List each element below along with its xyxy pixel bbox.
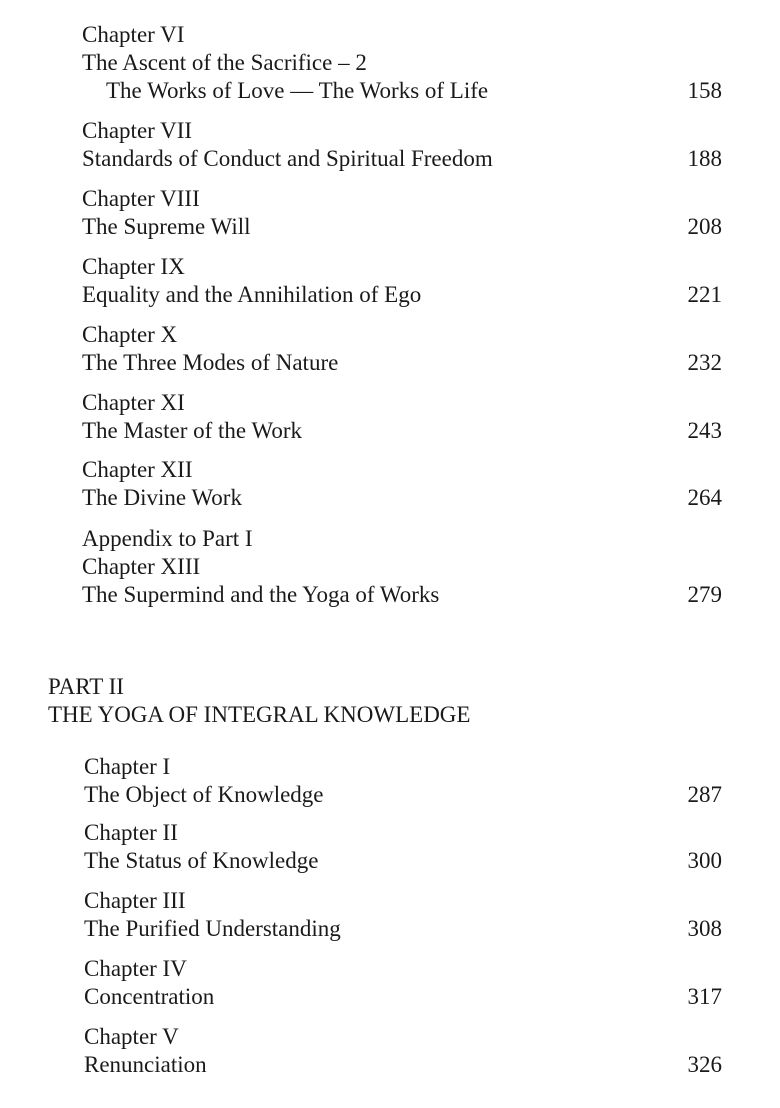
toc-entry [84,1023,722,1079]
page-number: 264 [687,485,722,510]
chapter-label: Chapter XII [82,457,193,482]
chapter-title: The Master of the Work [82,418,302,443]
chapter-label: Chapter XIII [82,554,201,579]
page-number: 188 [687,146,722,171]
page-number: 308 [687,916,722,941]
page-number: 287 [687,782,722,807]
chapter-label: Chapter XI [82,390,185,415]
chapter-label: Chapter IV [84,956,187,981]
page-number: 279 [687,582,722,607]
part-title: THE YOGA OF INTEGRAL KNOWLEDGE [48,702,471,727]
page-number: 326 [687,1052,722,1077]
chapter-title: Equality and the Annihilation of Ego [82,282,422,307]
page-number: 317 [687,984,722,1009]
chapter-title: The Supermind and the Yoga of Works [82,582,440,607]
toc-entry [82,456,722,512]
page-number: 221 [687,282,722,307]
chapter-title: The Purified Understanding [84,916,341,941]
page-number: 300 [687,848,722,873]
chapter-title: The Divine Work [82,485,242,510]
page-number: 243 [687,418,722,443]
part-heading [48,673,470,729]
chapter-label: Chapter X [82,322,178,347]
chapter-title: The Ascent of the Sacrifice – 2 [82,50,367,75]
toc-entry [82,185,722,241]
toc-entry [82,21,722,105]
chapter-label: Chapter I [84,754,171,779]
chapter-label: Chapter II [84,820,178,845]
chapter-title: The Object of Knowledge [84,782,324,807]
chapter-label: Chapter VII [82,118,193,143]
chapter-title: The Status of Knowledge [84,848,319,873]
chapter-label: Chapter III [84,888,186,913]
part-number: PART II [48,674,124,699]
chapter-title: Renunciation [84,1052,207,1077]
page-number: 158 [687,78,722,103]
toc-entry [84,753,722,809]
chapter-label: Chapter IX [82,254,185,279]
chapter-title: Standards of Conduct and Spiritual Freedom [82,146,493,171]
appendix-label: Appendix to Part I [82,526,253,551]
toc-entry [82,117,722,173]
chapter-title: The Supreme Will [82,214,251,239]
toc-entry [84,887,722,943]
chapter-label: Chapter V [84,1024,179,1049]
toc-entry [84,955,722,1011]
chapter-label: Chapter VI [82,22,185,47]
toc-entry [82,253,722,309]
chapter-title: Concentration [84,984,215,1009]
toc-entry [82,321,722,377]
toc-entry [82,525,722,609]
toc-entry [82,389,722,445]
toc-entry [84,819,722,875]
page-number: 232 [687,350,722,375]
page-number: 208 [687,214,722,239]
chapter-subtitle: The Works of Love — The Works of Life [106,78,489,103]
chapter-label: Chapter VIII [82,186,200,211]
chapter-title: The Three Modes of Nature [82,350,339,375]
